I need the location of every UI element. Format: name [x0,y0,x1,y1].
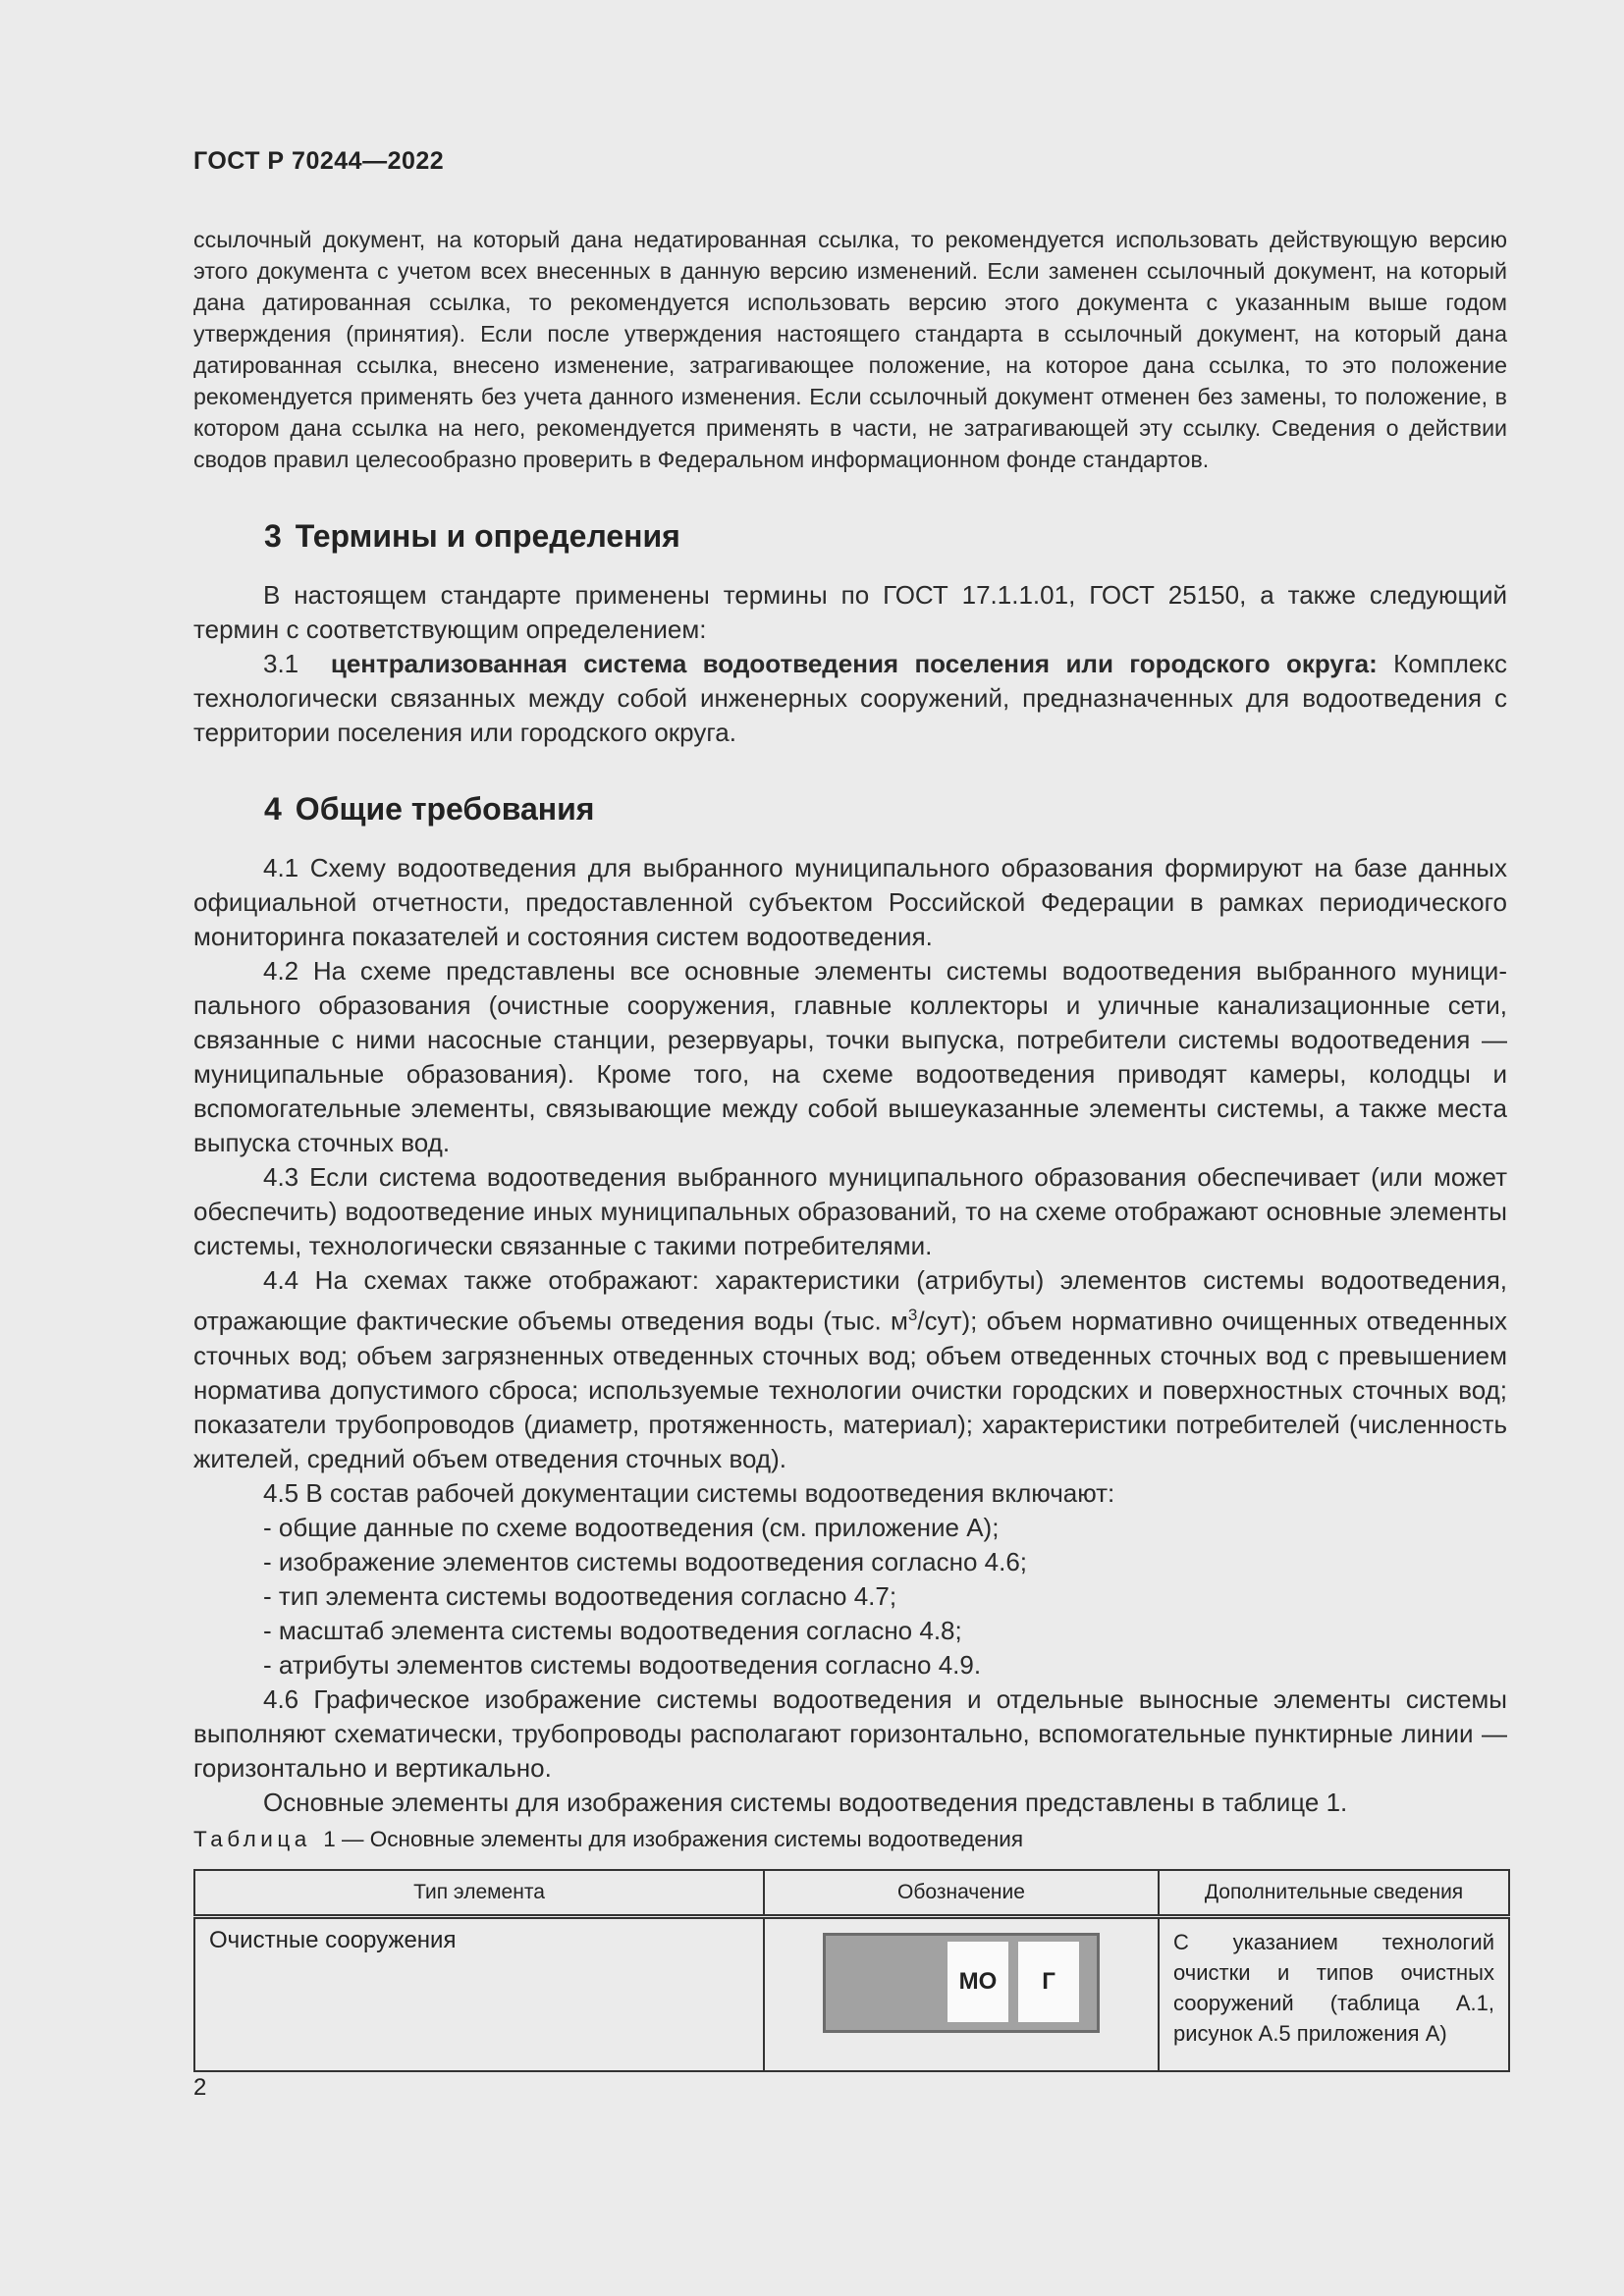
table-reference-paragraph: Основные элементы для изображения системы водоотведения представлены в таблице 1. [263,1787,1348,1817]
section-3-number: 3 [264,518,282,554]
clause-4-4 [193,1263,1507,1476]
superscript: 3 [907,1306,918,1324]
clause-4-4-part-b: /сут); объем нормативно очищенных отведенных сточных вод; объем загрязненных отведенных сточных вод; объем отведенных сточных вод с превышением норматива допустимого сброса; используемые технологии очистки городских и поверхностных сточных вод; показатели трубопроводов (диаметр, протяженность, материал); характеристики потребителей (численность жителей, средний объем отведения сточных вод). [193,1306,1508,1473]
section-4-title: Общие требования [295,791,595,827]
clause-4-1: 4.1 Схему водоотведения для выбранного муниципального образования формируют на базе данных официальной отчетности, предоставленной субъектом Российской Федерации в рамках периодического мониторинга показателей и состояния систем водоотведения. [193,853,1507,951]
clause-4-2: 4.2 На схеме представлены все основные элементы системы водоотведения выбранного муниципального образования (очистные сооружения, главные коллекторы и уличные канализационные сети, связанные с ними насосные станции, резервуары, точки выпуска, потребители системы водоотведения — муниципальные образования). Кроме того, на схеме водоотведения приводят камеры, колодцы и вспомогательные элементы, связывающие между собой вышеуказанные элементы системы, а также места выпуска сточных вод. [193,956,1507,1157]
column-header-info: Дополнительные сведения [1159,1870,1509,1917]
term-number: 3.1 [263,649,299,678]
list-item: - изображение элементов системы водоотведения согласно 4.6; [263,1546,1028,1576]
clause-4-6: 4.6 Графическое изображение системы водоотведения и отдельные выносные элементы системы выполняют схематически, трубопроводы располагают горизонтально, вспомогательные пунктирные линии — горизонтально и вертикально. [193,1683,1507,1783]
section-3-title: Термины и определения [295,518,680,554]
symbol-box-g: Г [1018,1942,1079,2022]
clause-4-3: 4.3 Если система водоотведения выбранного муниципального образования обеспечивает (или может обеспечить) водоотведение иных муниципальных образований, то на схеме отображают основные элементы системы, технологически связанные с такими потребителями. [193,1162,1507,1260]
table-header-row [194,1870,1509,1917]
section-4-body [193,851,1507,1820]
section-3-heading [264,518,680,555]
term-text: Комплекс технологически связанных между собой инженерных сооружений, предназначенных для водоотведения с территории поселения или городского округа. [193,649,1507,747]
section-3-paragraph: В настоящем стандарте применены термины по ГОСТ 17.1.1.01, ГОСТ 25150, а также следующий термин с соответствующим определением: [193,580,1507,644]
table-row [194,1917,1509,2072]
list-item: - тип элемента системы водоотведения согласно 4.7; [263,1580,897,1611]
list-item: - масштаб элемента системы водоотведения согласно 4.8; [263,1615,962,1645]
list-item: - общие данные по схеме водоотведения (см. приложение А); [263,1512,1000,1542]
table-caption [193,1827,1023,1852]
column-header-type: Тип элемента [194,1870,764,1917]
section-4-number: 4 [264,791,282,827]
column-header-symbol: Обозначение [764,1870,1159,1917]
intro-paragraph: ссылочный документ, на который дана недатированная ссылка, то рекомендуется использовать действующую версию этого документа с учетом всех внесенных в данную версию изменений. Если заменен ссылочный документ, на который дана датированная ссылка, то рекомендуется использовать версию этого документа с указанным выше годом утверждения (принятия). Если после утверждения настоящего стандарта в ссылочный документ, на который дана датированная ссылка, внесено изменение, затрагивающее положение, на которое дана ссылка, то это положение рекомендуется применять без учета данного изменения. Если ссылочный документ отменен без замены, то положение, в котором дана ссылка на него, рекомендуется применять в части, не затрагивающей эту ссылку. Сведения о действии сводов правил целесообразно проверить в Федеральном информационном фонде стандартов. [193,227,1507,472]
table-caption-text: 1 — Основные элементы для изображения системы водоотведения [323,1827,1024,1851]
term-definition [193,647,1507,750]
document-header: ГОСТ Р 70244—2022 [193,147,445,175]
treatment-facility-symbol [823,1933,1100,2033]
list-item: - атрибуты элементов системы водоотведения согласно 4.9. [263,1649,982,1680]
page-number: 2 [193,2074,207,2101]
section-3-body [193,578,1507,750]
table-caption-label: Таблица [193,1827,311,1851]
clause-4-4-part-a: 4.4 На схемах также отображают: характеристики (атрибуты) элементов системы водоотведения, отражающие фактические объемы отведения воды (тыс. м [193,1265,1507,1336]
cell-symbol [764,1917,1159,2072]
elements-table [193,1869,1510,2072]
term-name: централизованная система водоотведения поселения или городского округа: [330,649,1378,678]
section-4-heading [264,791,594,828]
symbol-box-mo: МО [947,1942,1008,2022]
clause-4-5: 4.5 В состав рабочей документации системы водоотведения включают: [263,1477,1115,1508]
cell-element-type: Очистные сооружения [194,1917,764,2072]
cell-additional-info: С указанием технологий очистки и типов очистных сооружений (таблица А.1, рисунок А.5 приложения А) [1159,1917,1509,2072]
